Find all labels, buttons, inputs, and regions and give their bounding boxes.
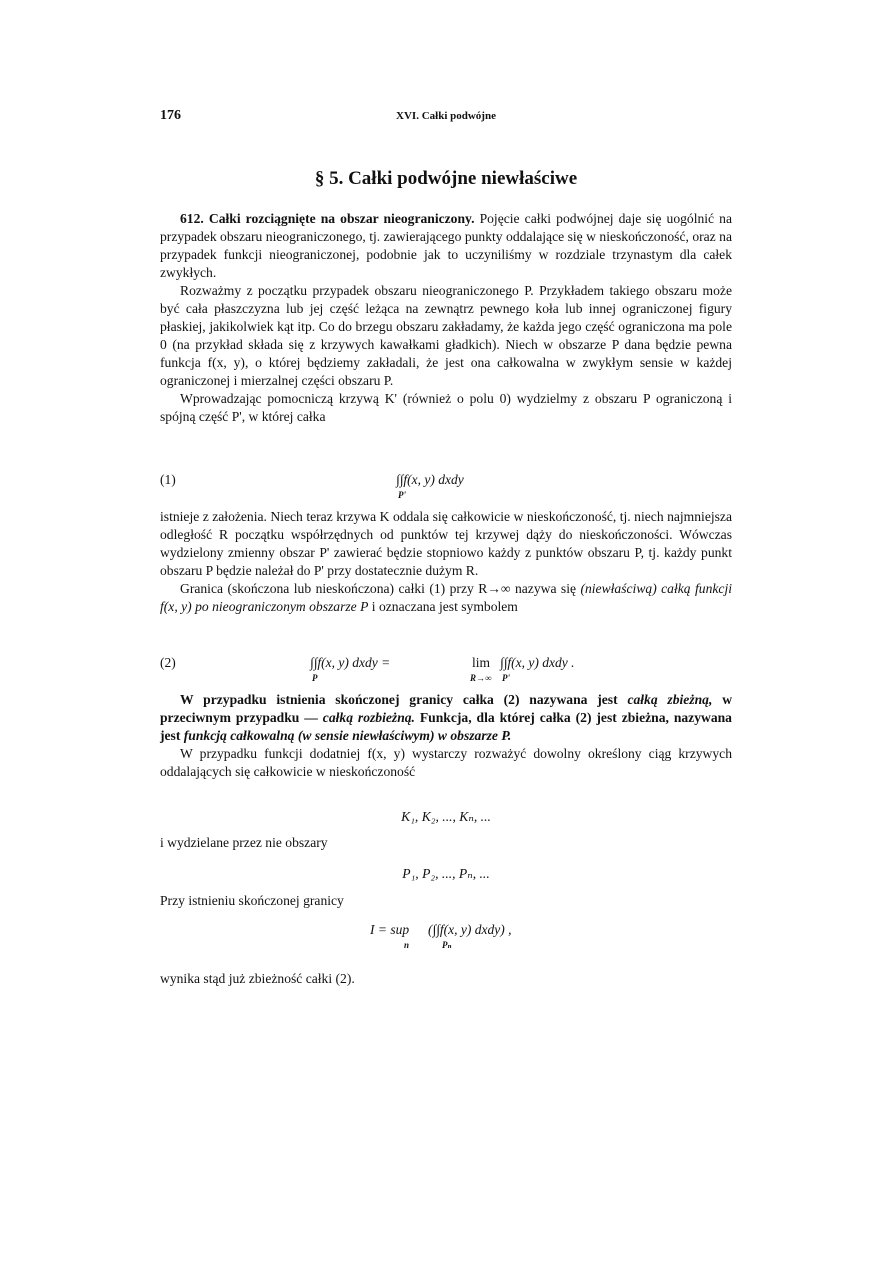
sup-rhs: (∫∫f(x, y) dxdy) , bbox=[428, 922, 512, 937]
paragraph-convergence: W przypadku istnienia skończonej granicy całka (2) nazywana jest całką zbieżną, w przeciwnym przypadku — całką rozbieżną. Funkcja, dla której całka (2) jest zbieżna, nazywana jest funkcją całkowalną (w sensie niewłaściwym) w obszarze P. W przypadku funkcji dodatniej f(x, y) wystarczy rozważyć dowolny określony ciąg krzywych oddalających się całkowicie w nieskończoność bbox=[160, 692, 733, 779]
sequence-curves: K₁, K₂, ..., Kₙ, ... bbox=[401, 809, 491, 824]
paragraph-unbounded-domain: Rozważmy z początku przypadek obszaru nieograniczonego P. Przykładem takiego obszaru może być cała płaszczyzna lub jej część leżąca na zewnątrz pewnego koła lub innej ograniczonej figury płaskiej, jakikolwiek kąt itp. Co do brzegu obszaru zakładamy, że każda jego część ograniczona ma pole 0 (na przykład składa się z krzywych kawałkami gładkich). Niech w obszarze P dana będzie pewna funkcja f(x, y), o której będziemy zakładali, że jest ona całkowalna w zwykłym sensie w każdej ograniczonej i mierzalnej części obszaru P. bbox=[160, 283, 732, 388]
paragraph-limit-definition bbox=[160, 508, 732, 616]
equation-1 bbox=[160, 472, 732, 506]
running-title: XVI. Całki podwójne bbox=[396, 110, 496, 122]
limit-operator: lim bbox=[472, 655, 491, 670]
paragraph-heading: Całki rozciągnięte na obszar nieograniczony. bbox=[208, 211, 475, 226]
sup-index: n bbox=[404, 940, 410, 950]
paragraph-finite-limit: Przy istnieniu skończonej granicy bbox=[160, 893, 344, 908]
paragraph-612 bbox=[160, 210, 732, 426]
integral-expression: ∫∫f(x, y) dxdy bbox=[396, 472, 464, 487]
paragraph-improper-integral: Granica (skończona lub nieskończona) całki (1) przy R→∞ nazywa się (niewłaściwą) całką funkcji f(x, y) po nieograniczonym obszarze P i oznaczana jest symbolem bbox=[160, 581, 732, 614]
integral-lhs: ∫∫f(x, y) dxdy = bbox=[310, 655, 391, 670]
paragraph-text: Pojęcie całki podwójnej daje się uogólnić na przypadek obszaru nieograniczonego, tj. zawierającego punkty oddalające się w nieskończoność, oraz na przypadek funkcji nieograniczonej, podobnie jak to uczyniliśmy w rozdziale trzynastym dla całek zwykłych. bbox=[160, 211, 732, 280]
sup-integral-domain: Pₙ bbox=[442, 940, 452, 950]
equation-number: (1) bbox=[160, 472, 176, 487]
page-header bbox=[160, 108, 732, 128]
paragraph-number: 612. bbox=[180, 211, 204, 226]
equation-sup bbox=[160, 922, 732, 956]
section-title: § 5. Całki podwójne niewłaściwe bbox=[314, 168, 578, 189]
paragraph-auxiliary-curve: Wprowadzając pomocniczą krzywą K' (również o polu 0) wydzielmy z obszaru P ograniczoną i spójną część P', w której całka bbox=[160, 391, 732, 424]
integral-rhs: ∫∫f(x, y) dxdy . bbox=[500, 655, 575, 670]
integral-domain-rhs: P' bbox=[502, 673, 510, 683]
integral-domain-lhs: P bbox=[312, 673, 318, 683]
equation-number: (2) bbox=[160, 655, 176, 670]
paragraph-regions-intro: i wydzielane przez nie obszary bbox=[160, 835, 328, 850]
integral-domain: P' bbox=[398, 490, 406, 500]
limit-subscript: R→∞ bbox=[470, 673, 492, 683]
sup-lhs: I = sup bbox=[370, 922, 410, 937]
sequence-regions: P₁, P₂, ..., Pₙ, ... bbox=[402, 866, 490, 881]
equation-2 bbox=[160, 655, 732, 689]
paragraph-curve-receding: istnieje z założenia. Niech teraz krzywa K oddala się całkowicie w nieskończoność, tj. niech najmniejsza odległość R początku współrzędnych od punktów tej krzywej dąży do nieskończoności. Wówczas wydzielony zmienny obszar P' zawierać będzie stopniowo każdy z punktów obszaru P, tj. każdy punkt obszaru P będzie należał do P' przy dostatecznie dużym R. bbox=[160, 509, 732, 578]
paragraph-conclusion: wynika stąd już zbieżność całki (2). bbox=[160, 971, 355, 986]
page-number: 176 bbox=[160, 108, 181, 123]
paragraph-positive-function: W przypadku funkcji dodatniej f(x, y) wystarczy rozważyć dowolny określony ciąg krzywych oddalających się całkowicie w nieskończoność bbox=[160, 746, 732, 779]
